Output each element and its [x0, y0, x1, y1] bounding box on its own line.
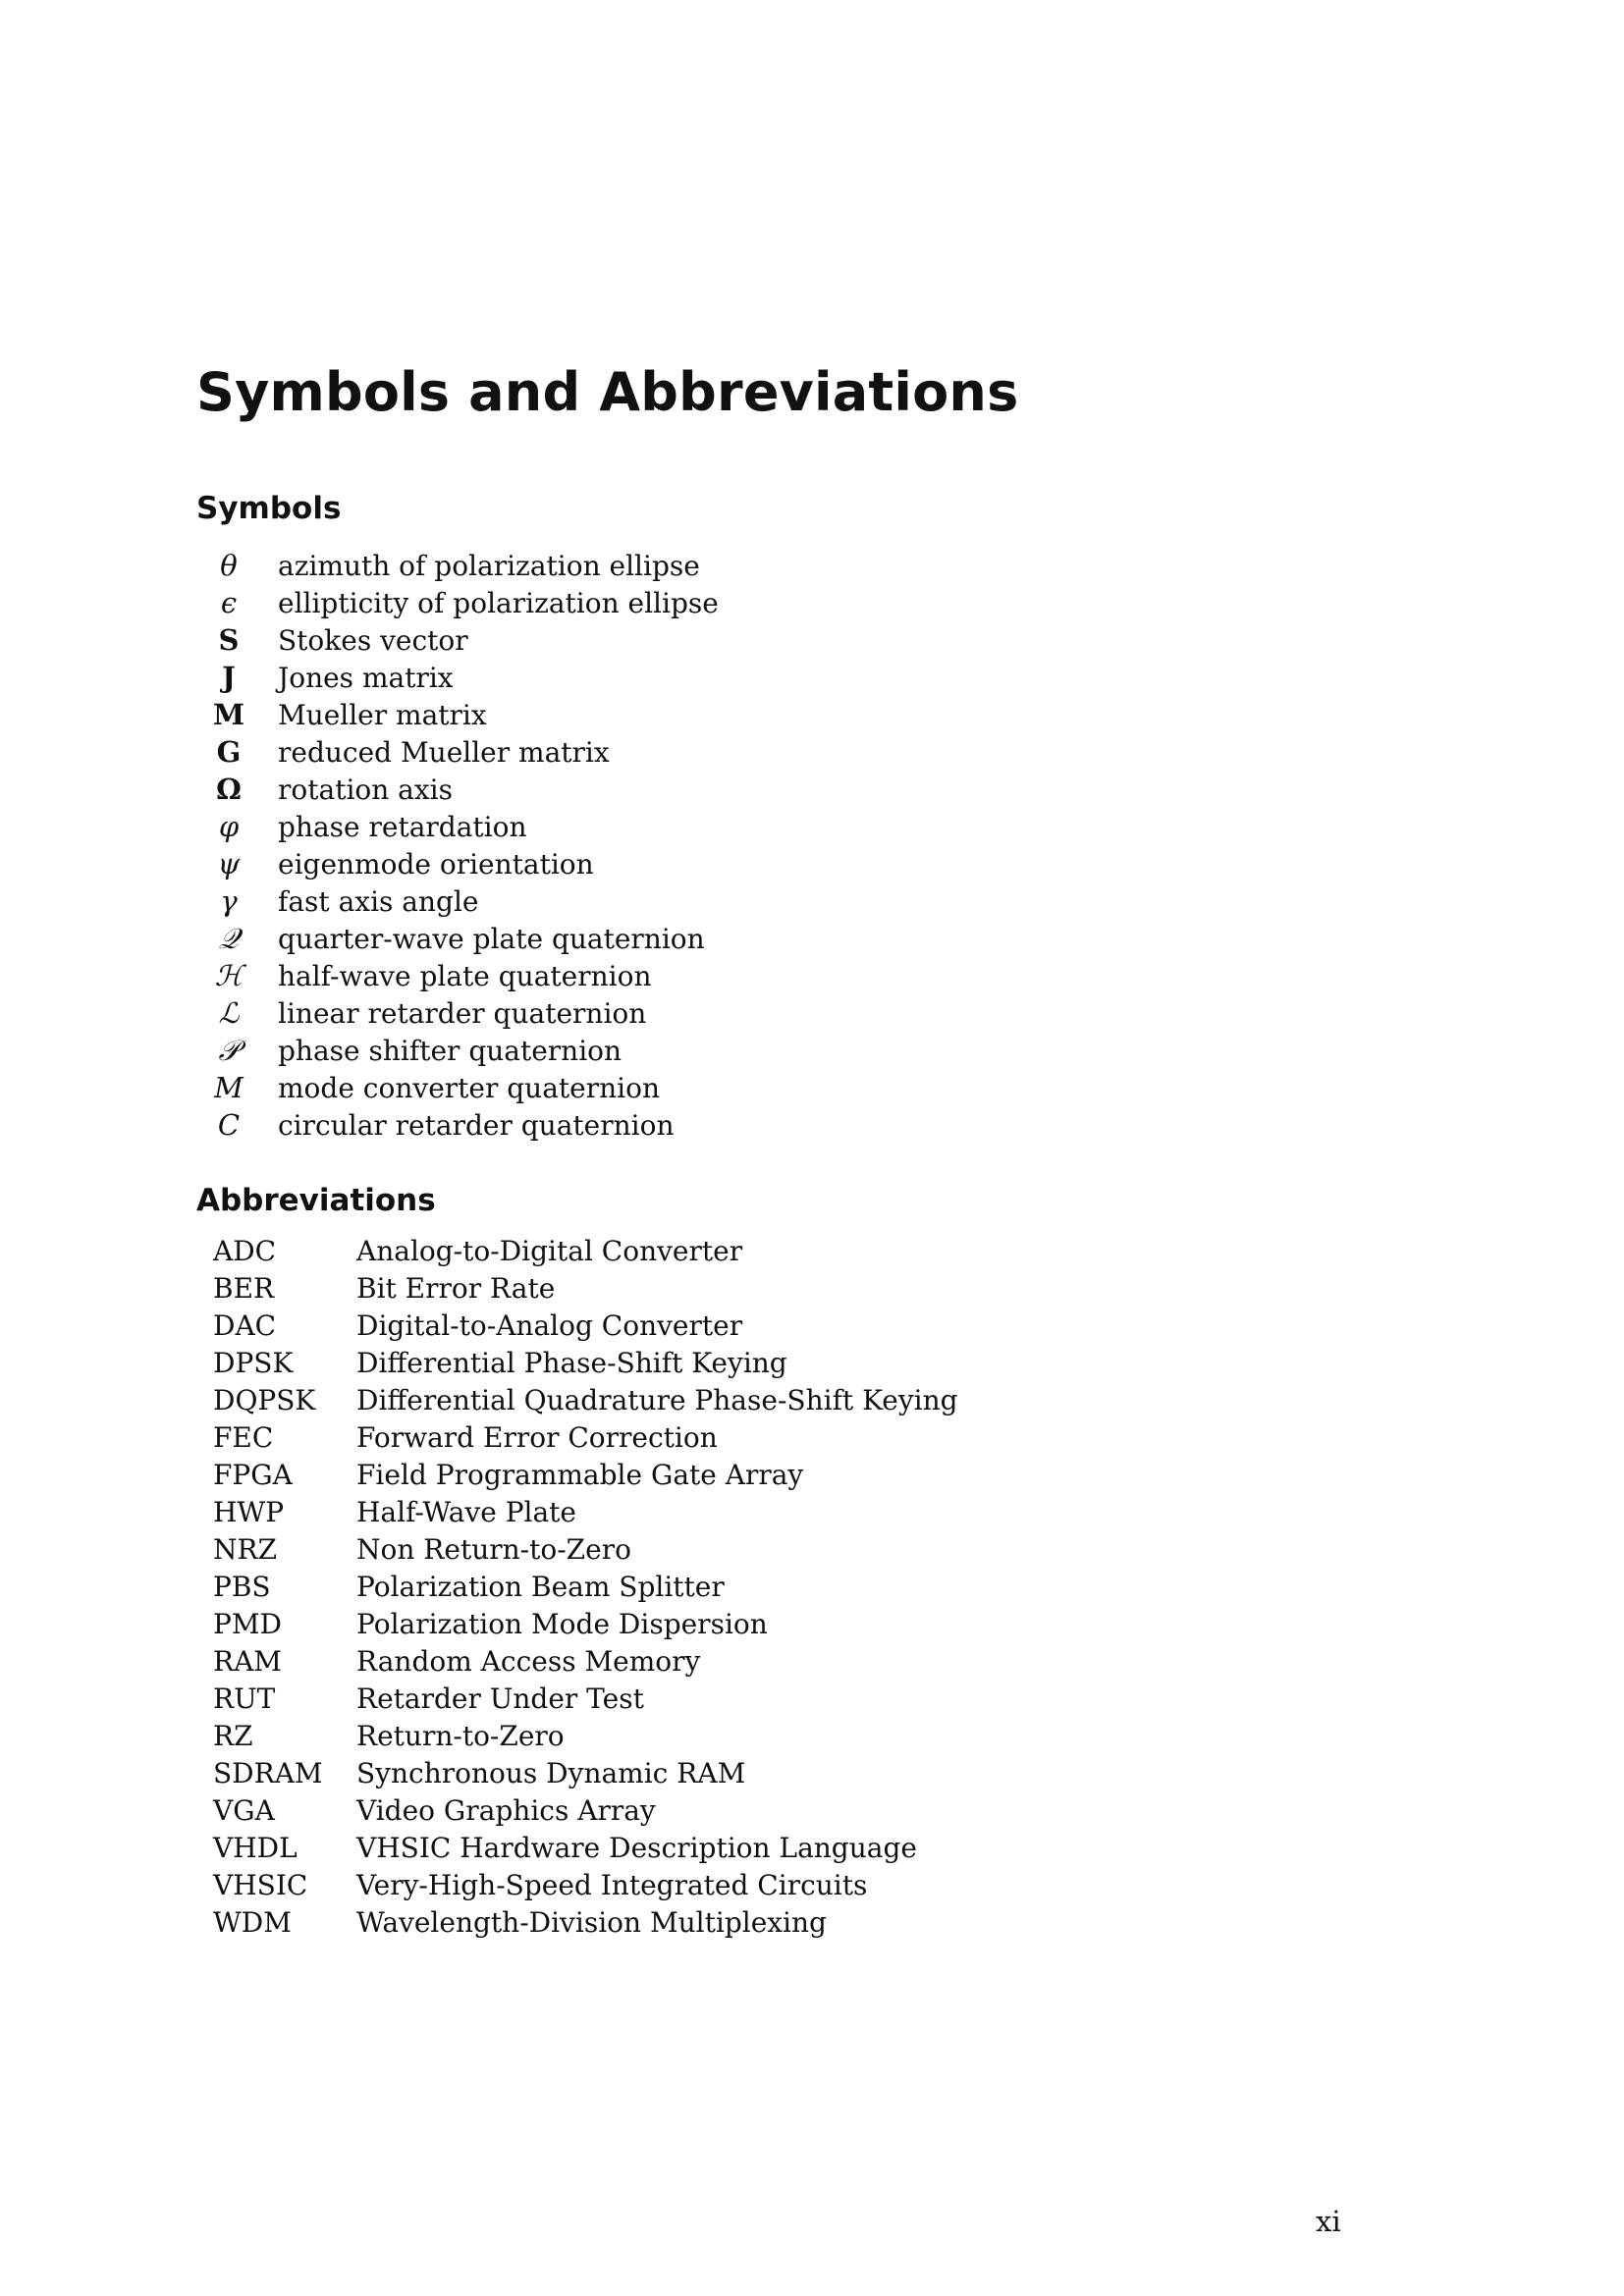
abbreviation-term: RAM: [213, 1645, 282, 1678]
abbreviation-entry: [196, 1606, 958, 1643]
symbol-glyph: M: [214, 1071, 244, 1104]
page-number: xi: [1316, 2205, 1341, 2238]
abbreviation-term: RUT: [213, 1682, 276, 1715]
symbol-entry: [196, 1032, 719, 1069]
abbreviation-term: ADC: [213, 1235, 277, 1267]
symbol-glyph: ℋ: [214, 959, 244, 992]
abbreviation-entry: [196, 1718, 958, 1755]
symbol-glyph: γ: [220, 884, 238, 918]
symbol-entry: [196, 696, 719, 733]
symbol-description: azimuth of polarization ellipse: [278, 550, 700, 582]
abbreviation-entry: [196, 1531, 958, 1569]
symbol-description: ellipticity of polarization ellipse: [278, 587, 719, 619]
symbols-list: [196, 547, 719, 1144]
symbol-glyph: ψ: [217, 847, 241, 881]
abbreviation-entry: [196, 1270, 958, 1308]
abbreviation-description: Field Programmable Gate Array: [356, 1459, 804, 1491]
abbreviation-term: PBS: [213, 1571, 271, 1603]
page-title: Symbols and Abbreviations: [196, 361, 1019, 423]
symbol-glyph: G: [216, 735, 242, 769]
abbreviation-description: Half-Wave Plate: [356, 1496, 576, 1528]
symbol-description: Jones matrix: [278, 662, 454, 694]
abbreviation-description: Synchronous Dynamic RAM: [356, 1757, 746, 1789]
symbol-entry: [196, 1069, 719, 1106]
abbreviation-entry: [196, 1792, 958, 1830]
abbreviation-term: VHSIC: [213, 1869, 308, 1901]
abbreviation-entry: [196, 1830, 958, 1867]
symbol-entry: [196, 1106, 719, 1144]
abbreviation-description: Retarder Under Test: [356, 1682, 644, 1715]
symbol-description: Mueller matrix: [278, 699, 487, 731]
symbol-entry: [196, 920, 719, 957]
abbreviation-term: WDM: [213, 1906, 292, 1939]
symbol-glyph: 𝒬: [218, 922, 240, 955]
abbreviations-list: [196, 1233, 958, 1942]
symbol-glyph: ℒ: [218, 996, 240, 1030]
abbreviation-term: HWP: [213, 1496, 285, 1528]
abbreviation-description: Analog-to-Digital Converter: [356, 1235, 743, 1267]
abbreviation-description: Non Return-to-Zero: [356, 1533, 631, 1566]
symbol-entry: [196, 733, 719, 771]
abbreviation-entry: [196, 1867, 958, 1904]
symbol-description: fast axis angle: [278, 885, 479, 918]
abbreviation-description: Polarization Mode Dispersion: [356, 1608, 768, 1640]
symbol-entry: [196, 547, 719, 584]
symbol-description: reduced Mueller matrix: [278, 736, 610, 769]
abbreviation-term: VHDL: [213, 1832, 298, 1864]
symbol-description: half-wave plate quaternion: [278, 960, 652, 992]
symbol-glyph: Ω: [216, 773, 242, 806]
symbol-entry: [196, 808, 719, 845]
symbol-glyph: θ: [220, 549, 238, 582]
symbol-glyph: 𝒫: [218, 1034, 240, 1067]
abbreviation-term: PMD: [213, 1608, 282, 1640]
abbreviation-description: Forward Error Correction: [356, 1421, 718, 1454]
symbol-description: quarter-wave plate quaternion: [278, 923, 705, 955]
abbreviations-heading: Abbreviations: [196, 1183, 436, 1218]
symbol-description: phase shifter quaternion: [278, 1035, 623, 1067]
abbreviation-description: Differential Quadrature Phase-Shift Keying: [356, 1384, 958, 1416]
symbol-entry: [196, 882, 719, 920]
symbol-description: eigenmode orientation: [278, 848, 594, 881]
abbreviation-description: Return-to-Zero: [356, 1720, 565, 1752]
abbreviation-description: Wavelength-Division Multiplexing: [356, 1906, 827, 1939]
abbreviation-entry: [196, 1457, 958, 1494]
abbreviation-entry: [196, 1755, 958, 1792]
abbreviation-term: FPGA: [213, 1459, 293, 1491]
abbreviation-term: DAC: [213, 1309, 277, 1342]
symbols-heading: Symbols: [196, 491, 342, 526]
symbol-glyph: ϵ: [220, 586, 238, 619]
symbol-entry: [196, 845, 719, 882]
symbol-entry: [196, 771, 719, 808]
symbol-glyph: S: [218, 623, 240, 657]
symbol-description: linear retarder quaternion: [278, 997, 647, 1030]
abbreviation-term: DPSK: [213, 1347, 294, 1379]
abbreviation-term: RZ: [213, 1720, 253, 1752]
symbol-entry: [196, 994, 719, 1032]
symbol-glyph: J: [222, 661, 236, 694]
abbreviation-entry: [196, 1569, 958, 1606]
abbreviation-description: Polarization Beam Splitter: [356, 1571, 725, 1603]
abbreviation-description: Video Graphics Array: [356, 1794, 656, 1827]
abbreviation-term: FEC: [213, 1421, 274, 1454]
abbreviation-entry: [196, 1419, 958, 1457]
symbol-entry: [196, 957, 719, 994]
abbreviation-entry: [196, 1681, 958, 1718]
abbreviation-entry: [196, 1904, 958, 1942]
abbreviation-entry: [196, 1345, 958, 1382]
abbreviation-description: Random Access Memory: [356, 1645, 701, 1678]
abbreviation-term: NRZ: [213, 1533, 278, 1566]
abbreviation-entry: [196, 1643, 958, 1681]
symbol-glyph: M: [212, 698, 245, 731]
abbreviation-description: Bit Error Rate: [356, 1272, 556, 1305]
abbreviation-term: BER: [213, 1272, 275, 1305]
symbol-entry: [196, 659, 719, 696]
symbol-entry: [196, 584, 719, 621]
abbreviation-entry: [196, 1308, 958, 1345]
abbreviation-term: SDRAM: [213, 1757, 323, 1789]
abbreviation-term: VGA: [213, 1794, 275, 1827]
abbreviation-description: Differential Phase-Shift Keying: [356, 1347, 787, 1379]
symbol-description: Stokes vector: [278, 624, 468, 657]
symbol-description: rotation axis: [278, 774, 453, 806]
abbreviation-description: VHSIC Hardware Description Language: [356, 1832, 917, 1864]
abbreviation-entry: [196, 1494, 958, 1531]
abbreviation-description: Very-High-Speed Integrated Circuits: [356, 1869, 868, 1901]
symbol-description: mode converter quaternion: [278, 1072, 660, 1104]
symbol-entry: [196, 621, 719, 659]
abbreviation-description: Digital-to-Analog Converter: [356, 1309, 743, 1342]
abbreviation-entry: [196, 1233, 958, 1270]
abbreviation-entry: [196, 1382, 958, 1419]
abbreviation-term: DQPSK: [213, 1384, 316, 1416]
symbol-description: phase retardation: [278, 811, 527, 843]
symbol-glyph: C: [217, 1108, 241, 1142]
symbol-description: circular retarder quaternion: [278, 1109, 675, 1142]
symbol-glyph: φ: [218, 810, 240, 843]
